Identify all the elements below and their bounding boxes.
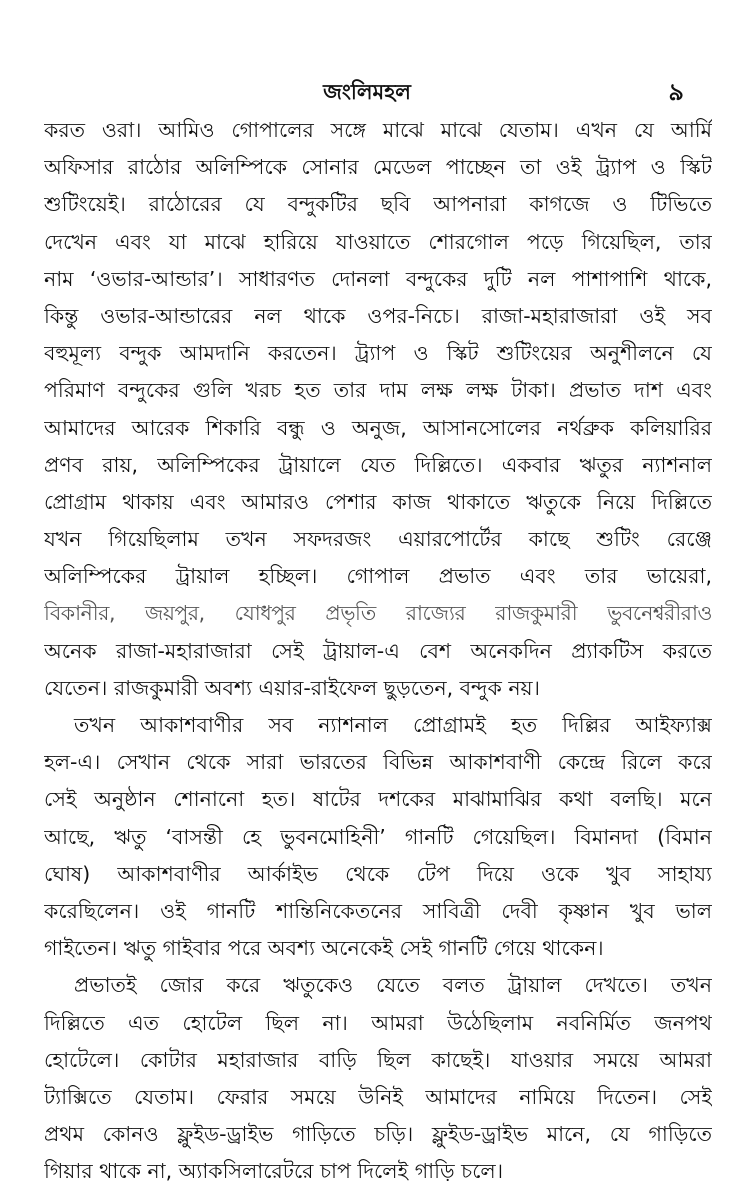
text-line: সেই অনুষ্ঠান শোনানো হত। ষাটের দশকের মাঝামাঝির কথা বলছি। মনে bbox=[44, 787, 712, 812]
text-line: দিল্লিতে এত হোটেল ছিল না। আমরা উঠেছিলাম নবনির্মিত জনপথ bbox=[44, 1010, 712, 1035]
text-line: করেছিলেন। ওই গানটি শান্তিনিকেতনের সাবিত্রী দেবী কৃষ্ণান খুব ভাল bbox=[44, 898, 712, 923]
text-line: দেখেন এবং যা মাঝে হারিয়ে যাওয়াতে শোরগোল পড়ে গিয়েছিল, তার bbox=[44, 229, 712, 254]
text-line: ঘোষ) আকাশবাণীর আর্কাইভ থেকে টেপ দিয়ে ওকে খুব সাহায্য bbox=[44, 861, 712, 886]
running-title: জংলিমহল bbox=[323, 80, 411, 104]
paragraph-1 bbox=[44, 112, 712, 707]
paragraph-2 bbox=[44, 707, 712, 967]
page-header bbox=[44, 72, 690, 112]
text-line: গিয়ার থাকে না, অ্যাকসিলারেটরে চাপ দিলেই গাড়ি চলে। bbox=[44, 1159, 504, 1184]
text-line: অনেক রাজা-মহারাজারা সেই ট্রায়াল-এ বেশ অনেকদিন প্র্যাকটিস করতে bbox=[44, 638, 712, 663]
text-line: যখন গিয়েছিলাম তখন সফদরজং এয়ারপোর্টের কাছে শুটিং রেঞ্জে bbox=[44, 527, 712, 552]
page-number: ৯ bbox=[668, 78, 684, 106]
body-text bbox=[44, 112, 712, 1190]
text-line: প্রভাতই জোর করে ঋতুকেও যেতে বলত ট্রায়াল দেখতে। তখন bbox=[74, 973, 712, 998]
text-line: প্রোগ্রাম থাকায় এবং আমারও পেশার কাজ থাকাতে ঋতুকে নিয়ে দিল্লিতে bbox=[44, 489, 712, 514]
text-line: আছে, ঋতু ‘বাসন্তী হে ভুবনমোহিনী’ গানটি গেয়েছিল। বিমানদা (বিমান bbox=[44, 824, 712, 849]
text-line: কিন্তু ওভার-আন্ডারের নল থাকে ওপর-নিচে। রাজা-মহারাজারা ওই সব bbox=[44, 303, 712, 328]
text-line: প্রথম কোনও ফ্লুইড-ড্রাইভ গাড়িতে চড়ি। ফ্লুইড-ড্রাইভ মানে, যে গাড়িতে bbox=[44, 1122, 712, 1147]
text-line: অফিসার রাঠোর অলিম্পিকে সোনার মেডেল পাচ্ছেন তা ওই ট্র্যাপ ও স্কিট bbox=[44, 155, 712, 180]
text-line: তখন আকাশবাণীর সব ন্যাশনাল প্রোগ্রামই হত দিল্লির আইফ্যাক্স bbox=[74, 713, 712, 737]
text-line: অলিম্পিকের ট্রায়াল হচ্ছিল। গোপাল প্রভাত এবং তার ভায়েরা, bbox=[44, 564, 712, 589]
text-line: করত ওরা। আমিও গোপালের সঙ্গে মাঝে মাঝে যেতাম। এখন যে আর্মি bbox=[44, 118, 712, 142]
text-line: হোটেলে। কোটার মহারাজার বাড়ি ছিল কাছেই। যাওয়ার সময়ে আমরা bbox=[44, 1047, 712, 1072]
text-line: নাম ‘ওভার-আন্ডার’। সাধারণত দোনলা বন্দুকের দুটি নল পাশাপাশি থাকে, bbox=[44, 266, 712, 291]
text-line: পরিমাণ বন্দুকের গুলি খরচ হত তার দাম লক্ষ লক্ষ টাকা। প্রভাত দাশ এবং bbox=[44, 378, 712, 403]
text-line: ট্যাক্সিতে যেতাম। ফেরার সময়ে উনিই আমাদের নামিয়ে দিতেন। সেই bbox=[44, 1084, 712, 1109]
text-line: আমাদের আরেক শিকারি বন্ধু ও অনুজ, আসানসোলের নর্থব্রুক কলিয়ারির bbox=[44, 415, 712, 440]
text-line: হল-এ। সেখান থেকে সারা ভারতের বিভিন্ন আকাশবাণী কেন্দ্রে রিলে করে bbox=[44, 750, 712, 775]
text-line: যেতেন। রাজকুমারী অবশ্য এয়ার-রাইফেল ছুড়তেন, বন্দুক নয়। bbox=[44, 675, 540, 700]
text-line: প্রণব রায়, অলিম্পিকের ট্রায়ালে যেত দিল্লিতে। একবার ঋতুর ন্যাশনাল bbox=[44, 452, 712, 477]
text-line: বহুমূল্য বন্দুক আমদানি করতেন। ট্র্যাপ ও স্কিট শুটিংয়ের অনুশীলনে যে bbox=[44, 341, 712, 366]
text-line: গাইতেন। ঋতু গাইবার পরে অবশ্য অনেকেই সেই গানটি গেয়ে থাকেন। bbox=[44, 936, 604, 961]
text-line: বিকানীর, জয়পুর, যোধপুর প্রভৃতি রাজ্যের রাজকুমারী ভুবনেশ্বরীরাও bbox=[44, 601, 712, 626]
text-line: শুটিংয়েই। রাঠোরের যে বন্দুকটির ছবি আপনারা কাগজে ও টিভিতে bbox=[44, 192, 712, 217]
paragraph-3 bbox=[44, 967, 712, 1190]
